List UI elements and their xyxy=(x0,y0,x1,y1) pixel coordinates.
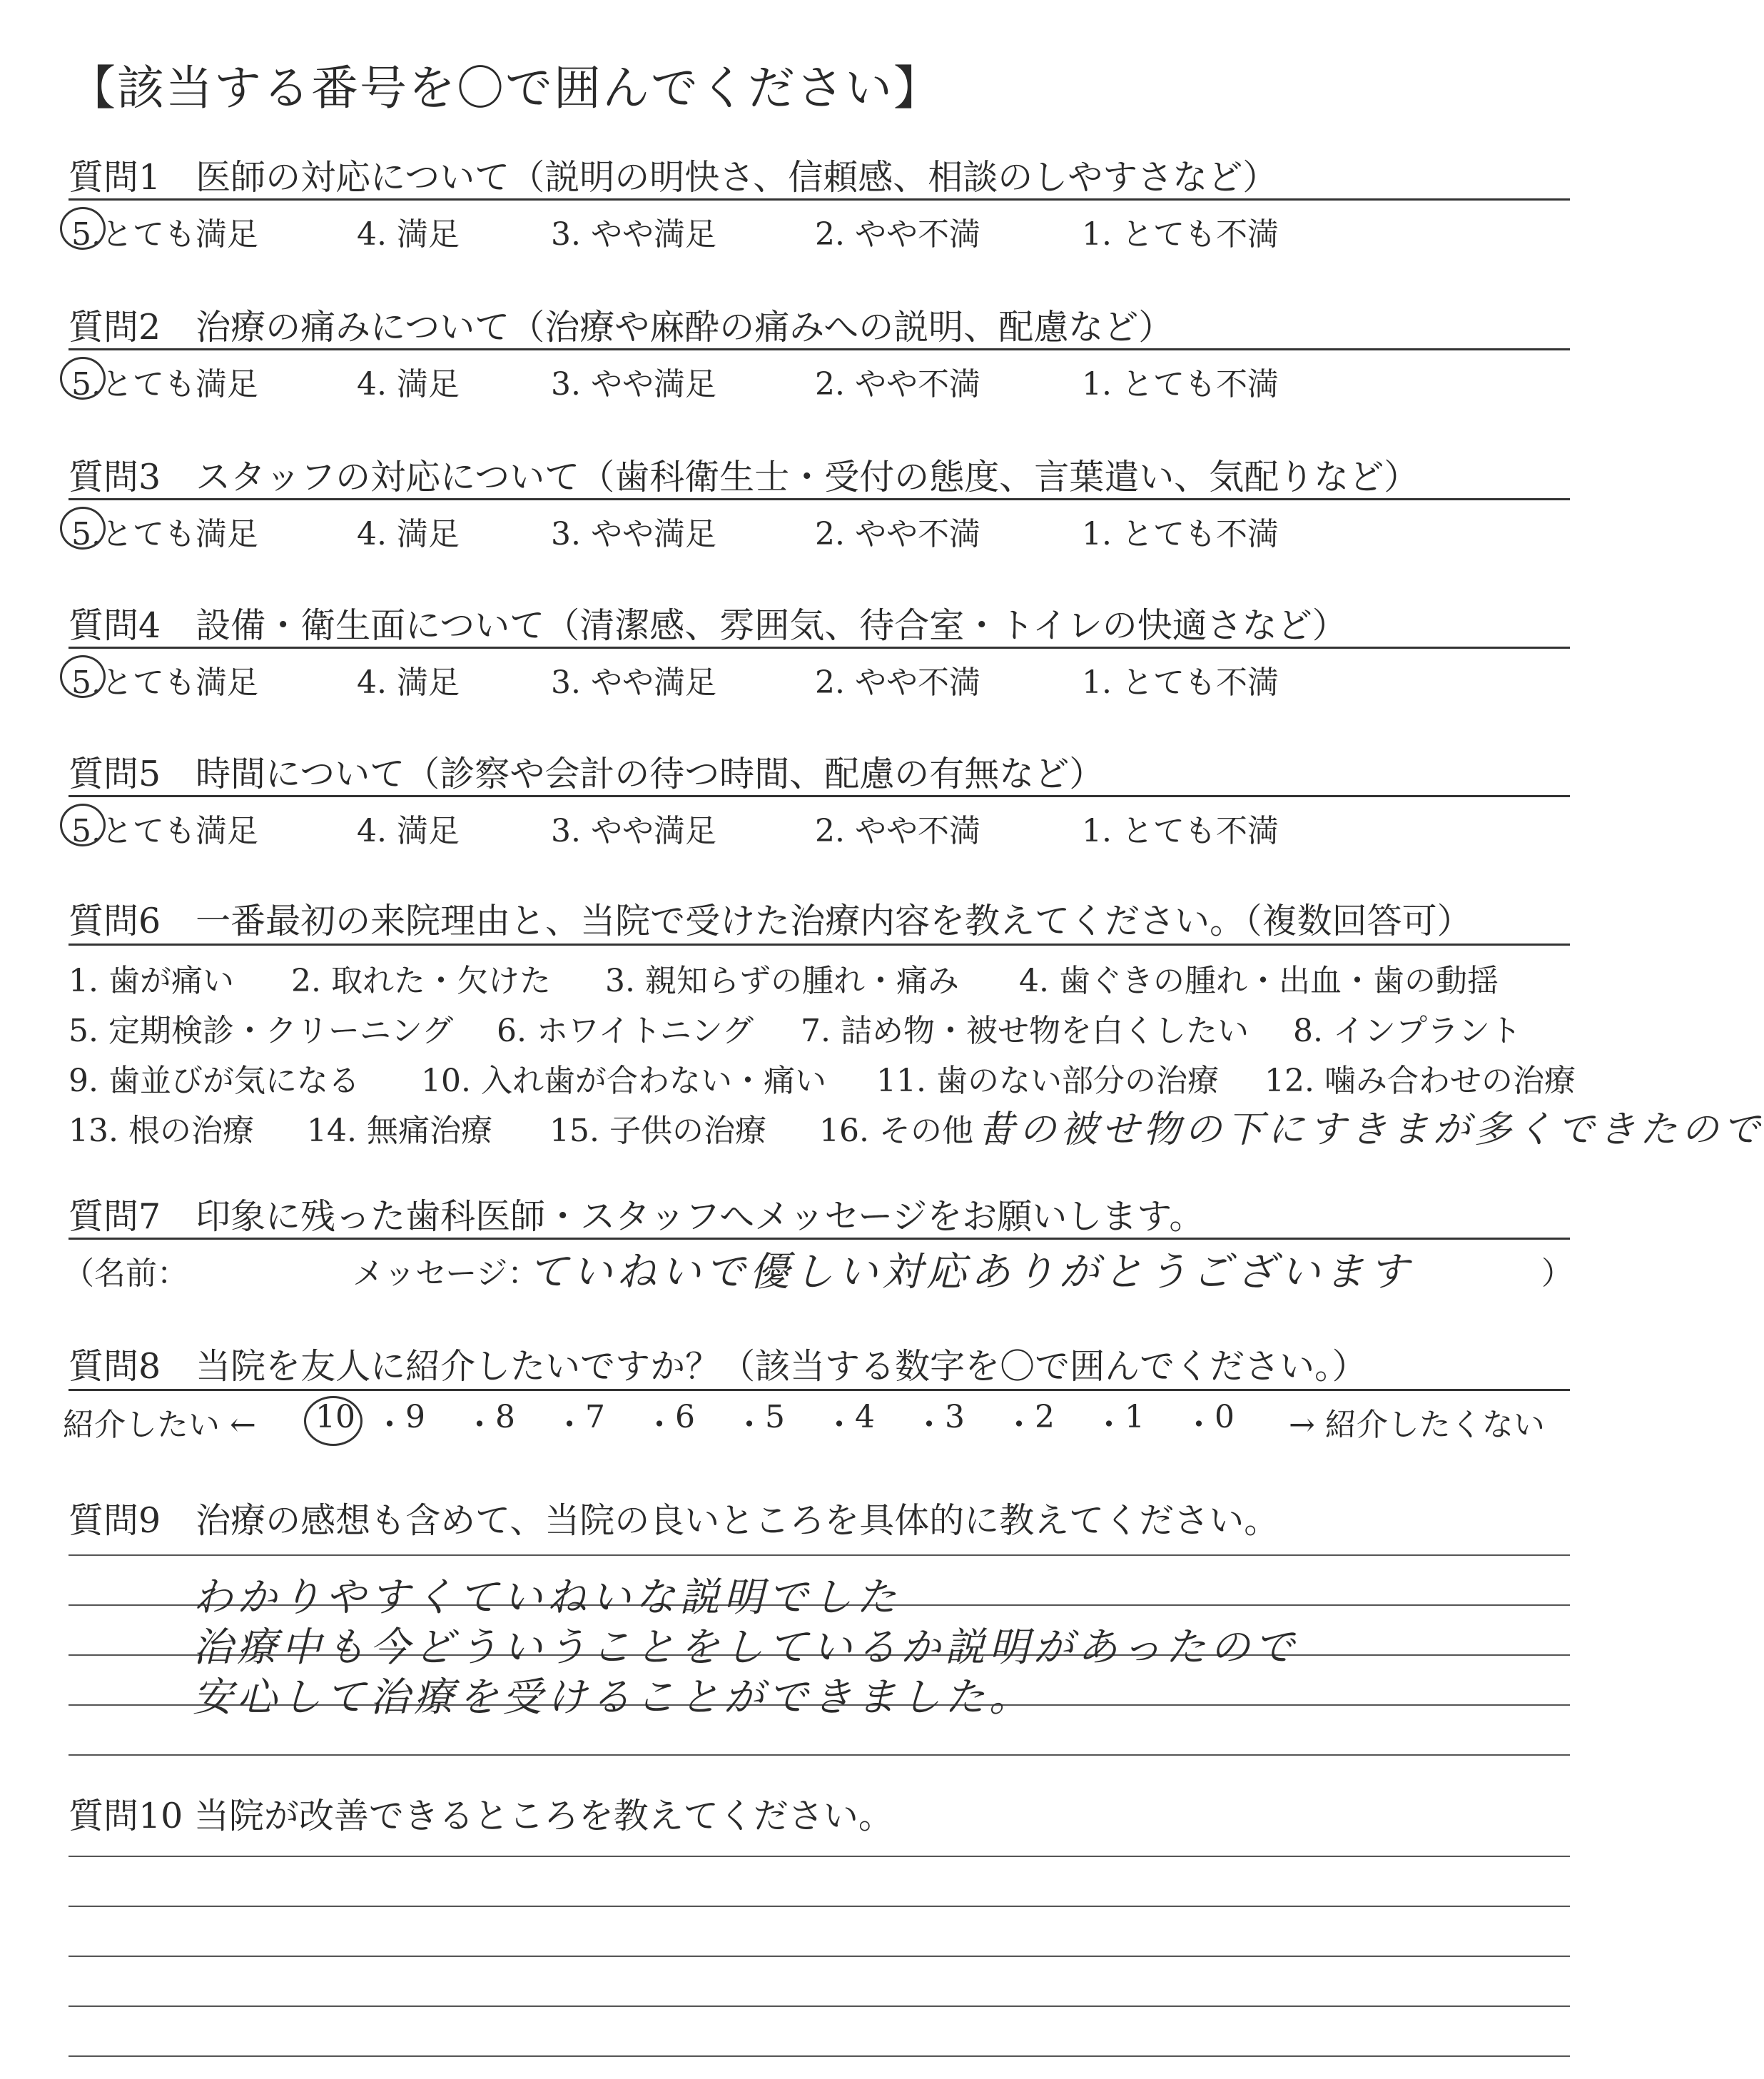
q6-option: 4. 歯ぐきの腫れ・出血・歯の動揺 xyxy=(1019,963,1499,999)
selected-circle xyxy=(60,655,106,698)
question-3: 質問3 スタッフの対応について（歯科衛生士・受付の態度、言葉遣い、気配りなど） xyxy=(69,457,1419,497)
q1-option-3: 3. やや満足 xyxy=(551,216,716,253)
q7-message-label: メッセージ： xyxy=(353,1255,539,1292)
q8-separator: ・ xyxy=(1183,1407,1215,1443)
divider xyxy=(69,198,1570,201)
q4-option-3: 3. やや満足 xyxy=(551,664,716,701)
answer-line xyxy=(69,1754,1570,1756)
q5-option-3: 3. やや満足 xyxy=(551,813,716,849)
q4-option-5: 5.とても満足 xyxy=(71,664,258,701)
q8-separator: ・ xyxy=(374,1407,405,1443)
question-2: 質問2 治療の痛みについて（治療や麻酔の痛みへの説明、配慮など） xyxy=(69,307,1174,348)
q1-option-1: 1. とても不満 xyxy=(1082,216,1279,253)
q6-option: 1. 歯が痛い xyxy=(69,963,234,999)
q6-option: 13. 根の治療 xyxy=(69,1113,254,1149)
q5-option-2: 2. やや不満 xyxy=(815,813,980,849)
q8-number: 6 xyxy=(675,1399,695,1435)
divider xyxy=(69,498,1570,500)
q7-name-label: （名前： xyxy=(63,1255,188,1292)
q9-answer-line: わかりやすくていねいな説明でした xyxy=(193,1574,901,1621)
q7-message-answer: ていねいで優しい対応ありがとうございます xyxy=(528,1249,1413,1295)
q3-option-5: 5.とても満足 xyxy=(71,516,258,552)
question-9: 質問9 治療の感想も含めて、当院の良いところを具体的に教えてください。 xyxy=(69,1500,1279,1541)
q6-other-answer: 昔の被せ物の下にすきまが多くできたので xyxy=(978,1108,1764,1151)
answer-line xyxy=(69,1554,1570,1556)
q8-number: 7 xyxy=(585,1399,605,1435)
q1-option-5: 5.とても満足 xyxy=(71,216,258,253)
q3-option-2: 2. やや不満 xyxy=(815,516,980,552)
q8-separator: ・ xyxy=(1003,1407,1035,1443)
q2-option-4: 4. 満足 xyxy=(357,366,460,403)
q6-option: 15. 子供の治療 xyxy=(549,1113,766,1149)
question-6: 質問6 一番最初の来院理由と、当院で受けた治療内容を教えてください。（複数回答可） xyxy=(69,901,1472,941)
q3-option-4: 4. 満足 xyxy=(357,516,460,552)
q9-answer-line: 安心して治療を受けることができました。 xyxy=(193,1674,1033,1721)
q4-option-4: 4. 満足 xyxy=(357,664,460,701)
q6-option: 12. 噛み合わせの治療 xyxy=(1264,1063,1576,1099)
question-7: 質問7 印象に残った歯科医師・スタッフへメッセージをお願いします。 xyxy=(69,1196,1205,1237)
q6-option: 14. 無痛治療 xyxy=(307,1113,492,1149)
question-4: 質問4 設備・衛生面について（清潔感、雰囲気、待合室・トイレの快適さなど） xyxy=(69,605,1347,646)
answer-line xyxy=(69,1956,1570,1957)
question-8: 質問8 当院を友人に紹介したいですか？（該当する数字を〇で囲んでください。） xyxy=(69,1346,1367,1387)
q8-number: 3 xyxy=(945,1399,965,1435)
q8-separator: ・ xyxy=(823,1407,855,1443)
q4-option-1: 1. とても不満 xyxy=(1082,664,1279,701)
page-title: 【該当する番号を〇で囲んでください】 xyxy=(69,61,942,116)
q5-option-5: 5.とても満足 xyxy=(71,813,258,849)
question-1: 質問1 医師の対応について（説明の明快さ、信頼感、相談のしやすさなど） xyxy=(69,157,1278,198)
q6-option: 3. 親知らずの腫れ・痛み xyxy=(605,963,959,999)
q8-number: 5 xyxy=(765,1399,785,1435)
divider xyxy=(69,348,1570,350)
answer-line xyxy=(69,1856,1570,1857)
selected-circle xyxy=(304,1396,363,1446)
q8-number: 0 xyxy=(1215,1399,1235,1435)
q5-option-1: 1. とても不満 xyxy=(1082,813,1279,849)
selected-circle xyxy=(60,357,106,400)
selected-circle xyxy=(60,207,106,250)
q6-option: 8. インプラント xyxy=(1293,1013,1521,1049)
q3-option-1: 1. とても不満 xyxy=(1082,516,1279,552)
q7-close-paren: ） xyxy=(1541,1255,1573,1292)
q2-option-3: 3. やや満足 xyxy=(551,366,716,403)
q4-option-2: 2. やや不満 xyxy=(815,664,980,701)
q1-option-2: 2. やや不満 xyxy=(815,216,980,253)
q6-option: 5. 定期検診・クリーニング xyxy=(69,1013,454,1049)
q6-option: 6. ホワイトニング xyxy=(497,1013,754,1049)
selected-circle xyxy=(60,804,106,846)
q6-option: 16. その他（ xyxy=(819,1113,1005,1149)
q6-option: 2. 取れた・欠けた xyxy=(291,963,551,999)
divider xyxy=(69,647,1570,649)
q1-option-4: 4. 満足 xyxy=(357,216,460,253)
q3-option-3: 3. やや満足 xyxy=(551,516,716,552)
q8-left-label: 紹介したい ← xyxy=(63,1407,256,1443)
q6-option: 7. 詰め物・被せ物を白くしたい xyxy=(801,1013,1249,1049)
q8-separator: ・ xyxy=(554,1407,585,1443)
q6-option: 9. 歯並びが気になる xyxy=(69,1063,360,1099)
answer-line xyxy=(69,2005,1570,2007)
q8-separator: ・ xyxy=(1093,1407,1125,1443)
q8-number: 2 xyxy=(1035,1399,1055,1435)
q2-option-5: 5.とても満足 xyxy=(71,366,258,403)
q8-separator: ・ xyxy=(644,1407,675,1443)
question-10: 質問10 当院が改善できるところを教えてください。 xyxy=(69,1796,893,1836)
q8-separator: ・ xyxy=(464,1407,495,1443)
divider xyxy=(69,944,1570,946)
q8-number: 8 xyxy=(495,1399,515,1435)
q8-separator: ・ xyxy=(913,1407,945,1443)
divider xyxy=(69,1238,1570,1240)
q2-option-2: 2. やや不満 xyxy=(815,366,980,403)
divider xyxy=(69,795,1570,797)
q2-option-1: 1. とても不満 xyxy=(1082,366,1279,403)
q5-option-4: 4. 満足 xyxy=(357,813,460,849)
divider xyxy=(69,1389,1570,1391)
q8-number: 10 xyxy=(315,1399,355,1435)
q6-option: 11. 歯のない部分の治療 xyxy=(876,1063,1219,1099)
q8-number: 9 xyxy=(405,1399,425,1435)
q8-number: 4 xyxy=(855,1399,875,1435)
selected-circle xyxy=(60,507,106,550)
q8-right-label: → 紹介したくない xyxy=(1289,1407,1545,1443)
question-5: 質問5 時間について（診察や会計の待つ時間、配慮の有無など） xyxy=(69,754,1105,794)
answer-line xyxy=(69,2055,1570,2057)
q8-number: 1 xyxy=(1125,1399,1145,1435)
q8-separator: ・ xyxy=(734,1407,765,1443)
q9-answer-line: 治療中も今どういうことをしているか説明があったので xyxy=(193,1624,1299,1671)
answer-line xyxy=(69,1906,1570,1907)
q6-option: 10. 入れ歯が合わない・痛い xyxy=(421,1063,826,1099)
